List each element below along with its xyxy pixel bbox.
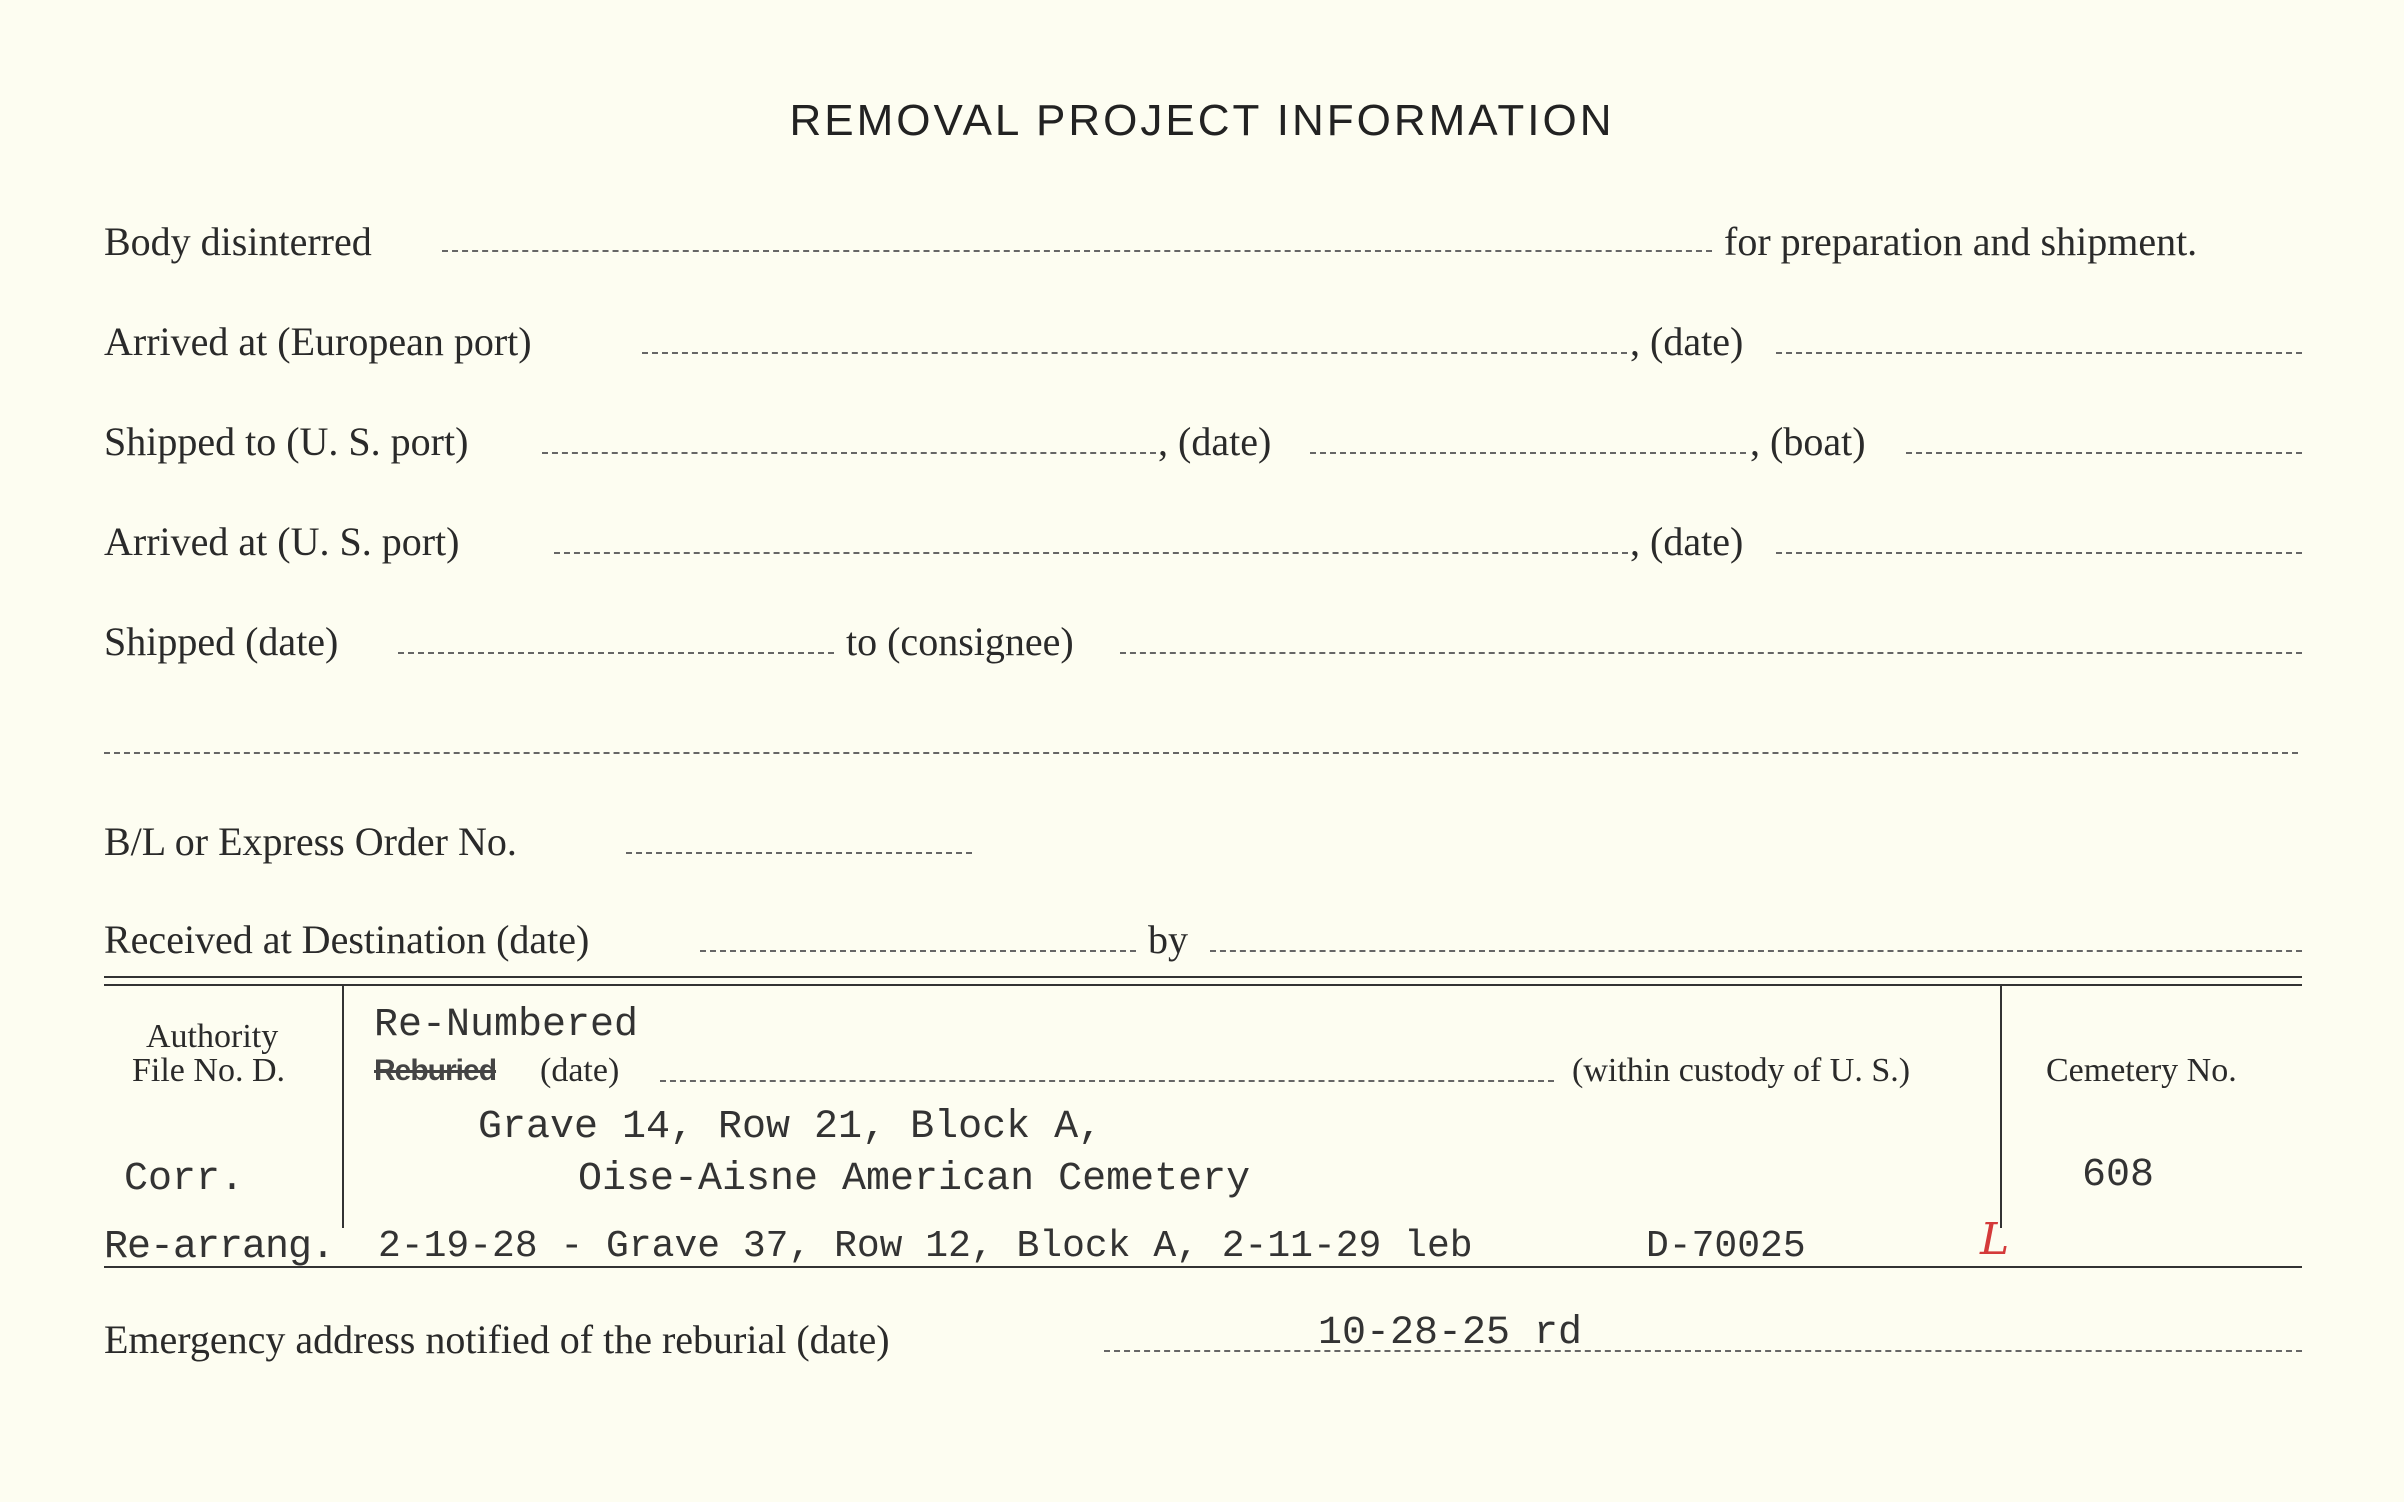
rearrang-detail: 2-19-28 - Grave 37, Row 12, Block A, 2-11-29 leb <box>378 1225 1473 1268</box>
box-top-rule-2 <box>104 984 2302 986</box>
box-top-rule <box>104 976 2302 978</box>
rearrang-label: Re-arrang. <box>104 1225 335 1270</box>
d-number: D-70025 <box>1646 1225 1806 1268</box>
arrived-us-label: Arrived at (U. S. port) <box>104 519 460 564</box>
emergency-date-value: 10-28-25 rd <box>1318 1311 1583 1356</box>
grave-line-2: Oise-Aisne American Cemetery <box>578 1157 1251 1202</box>
within-custody-label: (within custody of U. S.) <box>1572 1052 1911 1089</box>
boat-label: , (boat) <box>1750 419 1866 464</box>
received-by-field[interactable] <box>1210 950 2302 952</box>
date-field-3[interactable] <box>1776 552 2302 554</box>
shipped-date-field[interactable] <box>398 652 834 654</box>
arrived-european-label: Arrived at (European port) <box>104 319 532 364</box>
date-label-1: , (date) <box>1630 319 1744 364</box>
box-right-divider <box>2000 986 2002 1228</box>
corr-text: Corr. <box>124 1157 245 1202</box>
file-no-label: File No. D. <box>132 1052 285 1089</box>
shipped-to-us-label: Shipped to (U. S. port) <box>104 419 469 464</box>
bl-order-label: B/L or Express Order No. <box>104 819 517 864</box>
received-destination-label: Received at Destination (date) <box>104 917 590 962</box>
emergency-date-field[interactable] <box>1104 1350 2302 1352</box>
body-disinterred-field[interactable] <box>442 250 1712 252</box>
emergency-label: Emergency address notified of the reburial (date) <box>104 1317 890 1362</box>
received-date-field[interactable] <box>700 950 1136 952</box>
date-label-box: (date) <box>540 1052 620 1089</box>
date-field-2[interactable] <box>1310 452 1746 454</box>
date-label-2: , (date) <box>1158 419 1272 464</box>
shipped-date-label: Shipped (date) <box>104 619 339 664</box>
box-left-divider <box>342 986 344 1228</box>
renumbered-stamp: Re-Numbered <box>374 1003 639 1048</box>
grave-line-1: Grave 14, Row 21, Block A, <box>478 1105 1103 1150</box>
reburied-date-field[interactable] <box>660 1080 1554 1082</box>
date-label-3: , (date) <box>1630 519 1744 564</box>
red-check-mark: L <box>1980 1214 2010 1265</box>
body-disinterred-label: Body disinterred <box>104 219 372 264</box>
by-label: by <box>1148 917 1188 962</box>
cemetery-no-value: 608 <box>2082 1153 2155 1198</box>
boat-field[interactable] <box>1906 452 2302 454</box>
consignee-continuation-field[interactable] <box>104 752 2298 754</box>
arrived-us-field[interactable] <box>554 552 1628 554</box>
to-consignee-label: to (consignee) <box>846 619 1074 664</box>
card-title: REMOVAL PROJECT INFORMATION <box>789 96 1615 145</box>
shipped-to-us-field[interactable] <box>542 452 1156 454</box>
consignee-field[interactable] <box>1120 652 2302 654</box>
arrived-european-field[interactable] <box>642 352 1627 354</box>
cemetery-no-label: Cemetery No. <box>2046 1052 2237 1089</box>
authority-label: Authority <box>146 1018 279 1055</box>
for-preparation-label: for preparation and shipment. <box>1724 219 2198 264</box>
bl-order-field[interactable] <box>626 852 972 854</box>
date-field-1[interactable] <box>1776 352 2302 354</box>
reburied-struck-label: Reburied <box>374 1054 497 1087</box>
